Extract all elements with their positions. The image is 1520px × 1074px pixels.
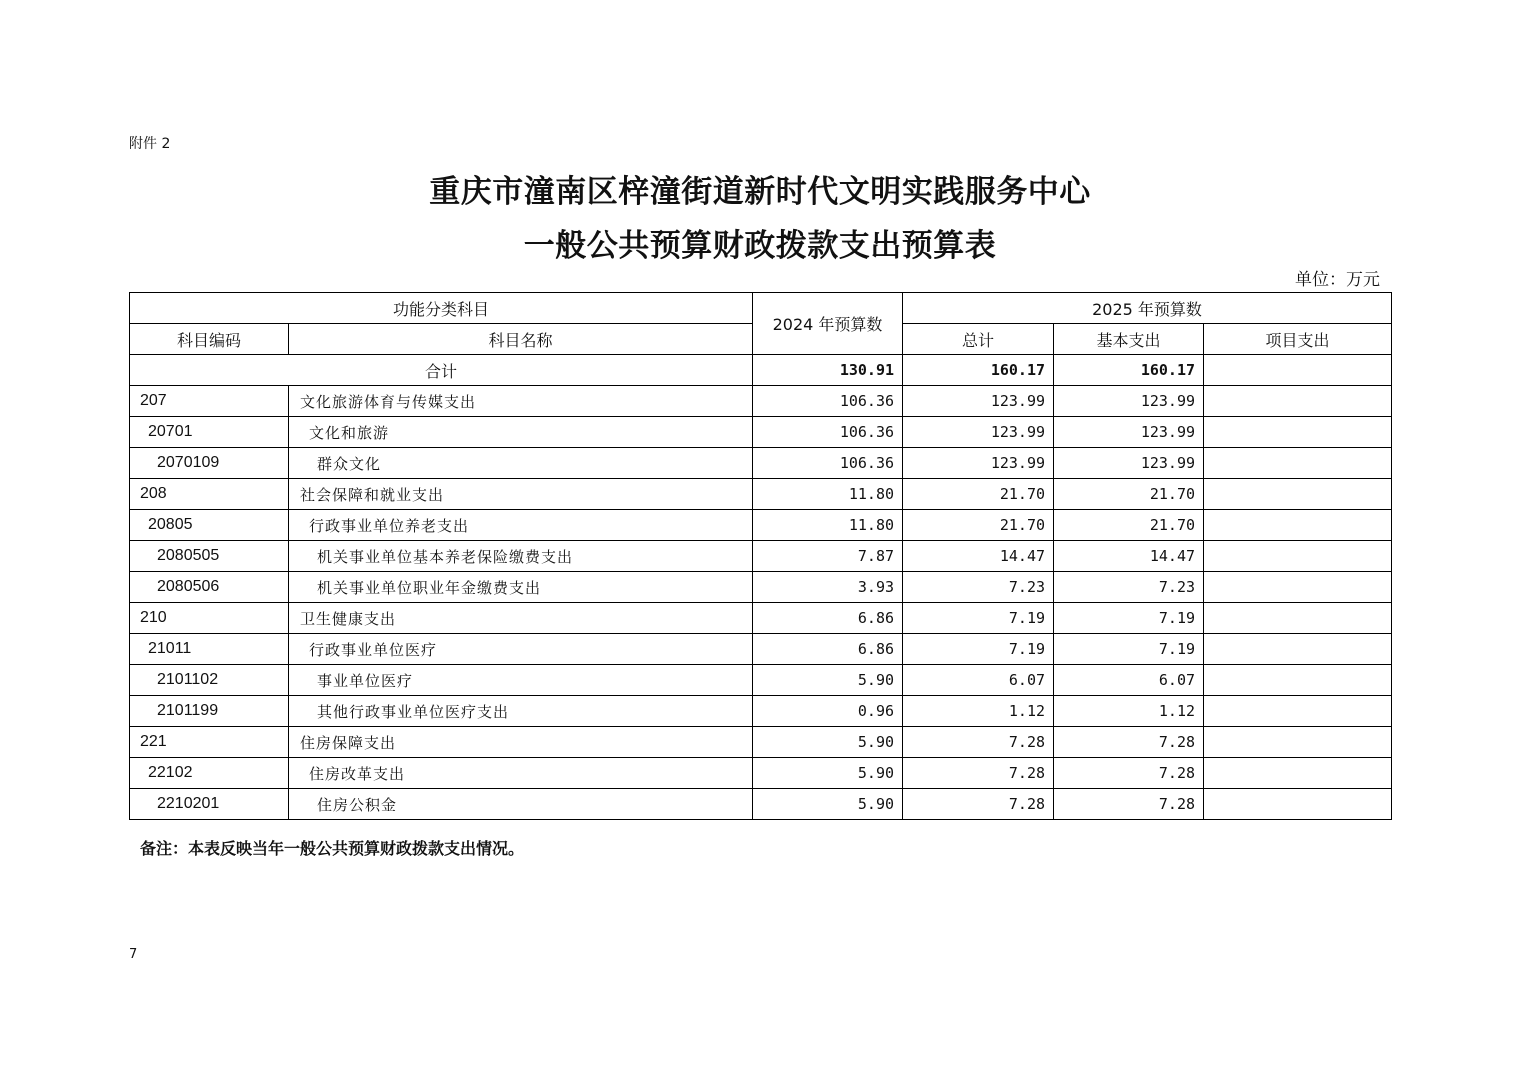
cell-name: 行政事业单位医疗 (289, 634, 753, 665)
cell-name: 住房保障支出 (289, 727, 753, 758)
table-row (130, 665, 1392, 696)
cell-code: 210 (130, 603, 289, 634)
budget-table (129, 292, 1392, 820)
cell-budget-2024: 5.90 (753, 758, 903, 789)
cell-budget-2024: 106.36 (753, 386, 903, 417)
header-basic: 基本支出 (1054, 324, 1204, 355)
total-basic: 160.17 (1054, 355, 1204, 386)
total-project (1204, 355, 1392, 386)
cell-budget-2024: 106.36 (753, 417, 903, 448)
cell-code: 20701 (130, 417, 289, 448)
cell-code: 21011 (130, 634, 289, 665)
cell-total: 21.70 (903, 510, 1054, 541)
cell-budget-2024: 5.90 (753, 727, 903, 758)
cell-basic: 1.12 (1054, 696, 1204, 727)
cell-basic: 21.70 (1054, 479, 1204, 510)
cell-code: 2080506 (130, 572, 289, 603)
cell-total: 7.19 (903, 603, 1054, 634)
cell-code: 207 (130, 386, 289, 417)
cell-project (1204, 479, 1392, 510)
table-row (130, 417, 1392, 448)
cell-basic: 123.99 (1054, 386, 1204, 417)
cell-total: 123.99 (903, 417, 1054, 448)
cell-name: 行政事业单位养老支出 (289, 510, 753, 541)
header-total: 总计 (903, 324, 1054, 355)
cell-project (1204, 696, 1392, 727)
cell-code: 2101102 (130, 665, 289, 696)
cell-name: 住房公积金 (289, 789, 753, 820)
cell-project (1204, 541, 1392, 572)
cell-budget-2024: 0.96 (753, 696, 903, 727)
cell-project (1204, 758, 1392, 789)
cell-basic: 123.99 (1054, 417, 1204, 448)
table-row (130, 448, 1392, 479)
cell-code: 2070109 (130, 448, 289, 479)
cell-code: 208 (130, 479, 289, 510)
cell-basic: 7.19 (1054, 634, 1204, 665)
cell-name: 文化和旅游 (289, 417, 753, 448)
total-row (130, 355, 1392, 386)
cell-budget-2024: 7.87 (753, 541, 903, 572)
cell-basic: 7.23 (1054, 572, 1204, 603)
cell-total: 7.19 (903, 634, 1054, 665)
cell-name: 住房改革支出 (289, 758, 753, 789)
cell-name: 文化旅游体育与传媒支出 (289, 386, 753, 417)
cell-total: 7.23 (903, 572, 1054, 603)
table-row (130, 696, 1392, 727)
table-row (130, 510, 1392, 541)
cell-basic: 6.07 (1054, 665, 1204, 696)
cell-budget-2024: 6.86 (753, 634, 903, 665)
cell-name: 机关事业单位职业年金缴费支出 (289, 572, 753, 603)
total-budget-2024: 130.91 (753, 355, 903, 386)
cell-project (1204, 603, 1392, 634)
cell-budget-2024: 5.90 (753, 789, 903, 820)
unit-label: 单位：万元 (1295, 270, 1380, 290)
table-row (130, 758, 1392, 789)
cell-project (1204, 417, 1392, 448)
total-label: 合计 (130, 355, 753, 386)
header-function-category: 功能分类科目 (130, 293, 753, 324)
cell-total: 1.12 (903, 696, 1054, 727)
table-row (130, 386, 1392, 417)
cell-budget-2024: 5.90 (753, 665, 903, 696)
cell-basic: 7.28 (1054, 758, 1204, 789)
table-row (130, 572, 1392, 603)
table-row (130, 634, 1392, 665)
header-name: 科目名称 (289, 324, 753, 355)
header-budget-2024: 2024 年预算数 (753, 293, 903, 355)
cell-total: 7.28 (903, 758, 1054, 789)
cell-code: 2101199 (130, 696, 289, 727)
cell-total: 7.28 (903, 789, 1054, 820)
cell-total: 123.99 (903, 386, 1054, 417)
cell-project (1204, 572, 1392, 603)
cell-total: 123.99 (903, 448, 1054, 479)
total-total: 160.17 (903, 355, 1054, 386)
cell-basic: 21.70 (1054, 510, 1204, 541)
table-row (130, 789, 1392, 820)
table-row (130, 479, 1392, 510)
cell-total: 7.28 (903, 727, 1054, 758)
footnote: 备注：本表反映当年一般公共预算财政拨款支出情况。 (140, 839, 525, 858)
table-row (130, 541, 1392, 572)
cell-project (1204, 510, 1392, 541)
header-code: 科目编码 (130, 324, 289, 355)
cell-basic: 7.19 (1054, 603, 1204, 634)
page-number: 7 (129, 947, 138, 962)
document-title-line2: 一般公共预算财政拨款支出预算表 (523, 228, 997, 264)
header-budget-2025: 2025 年预算数 (903, 293, 1392, 324)
cell-basic: 14.47 (1054, 541, 1204, 572)
cell-project (1204, 634, 1392, 665)
cell-name: 群众文化 (289, 448, 753, 479)
header-project: 项目支出 (1204, 324, 1392, 355)
cell-name: 社会保障和就业支出 (289, 479, 753, 510)
cell-project (1204, 665, 1392, 696)
cell-name: 其他行政事业单位医疗支出 (289, 696, 753, 727)
cell-name: 事业单位医疗 (289, 665, 753, 696)
cell-name: 机关事业单位基本养老保险缴费支出 (289, 541, 753, 572)
cell-budget-2024: 6.86 (753, 603, 903, 634)
cell-project (1204, 727, 1392, 758)
cell-name: 卫生健康支出 (289, 603, 753, 634)
cell-basic: 7.28 (1054, 789, 1204, 820)
cell-budget-2024: 11.80 (753, 479, 903, 510)
cell-code: 2210201 (130, 789, 289, 820)
cell-budget-2024: 11.80 (753, 510, 903, 541)
attachment-label: 附件 2 (129, 136, 171, 152)
cell-code: 221 (130, 727, 289, 758)
cell-total: 6.07 (903, 665, 1054, 696)
cell-basic: 7.28 (1054, 727, 1204, 758)
table-row (130, 727, 1392, 758)
cell-budget-2024: 106.36 (753, 448, 903, 479)
cell-total: 14.47 (903, 541, 1054, 572)
cell-project (1204, 789, 1392, 820)
cell-budget-2024: 3.93 (753, 572, 903, 603)
cell-project (1204, 386, 1392, 417)
cell-code: 22102 (130, 758, 289, 789)
cell-total: 21.70 (903, 479, 1054, 510)
cell-code: 2080505 (130, 541, 289, 572)
cell-code: 20805 (130, 510, 289, 541)
document-title-line1: 重庆市潼南区梓潼街道新时代文明实践服务中心 (429, 174, 1091, 210)
cell-basic: 123.99 (1054, 448, 1204, 479)
table-row (130, 603, 1392, 634)
cell-project (1204, 448, 1392, 479)
